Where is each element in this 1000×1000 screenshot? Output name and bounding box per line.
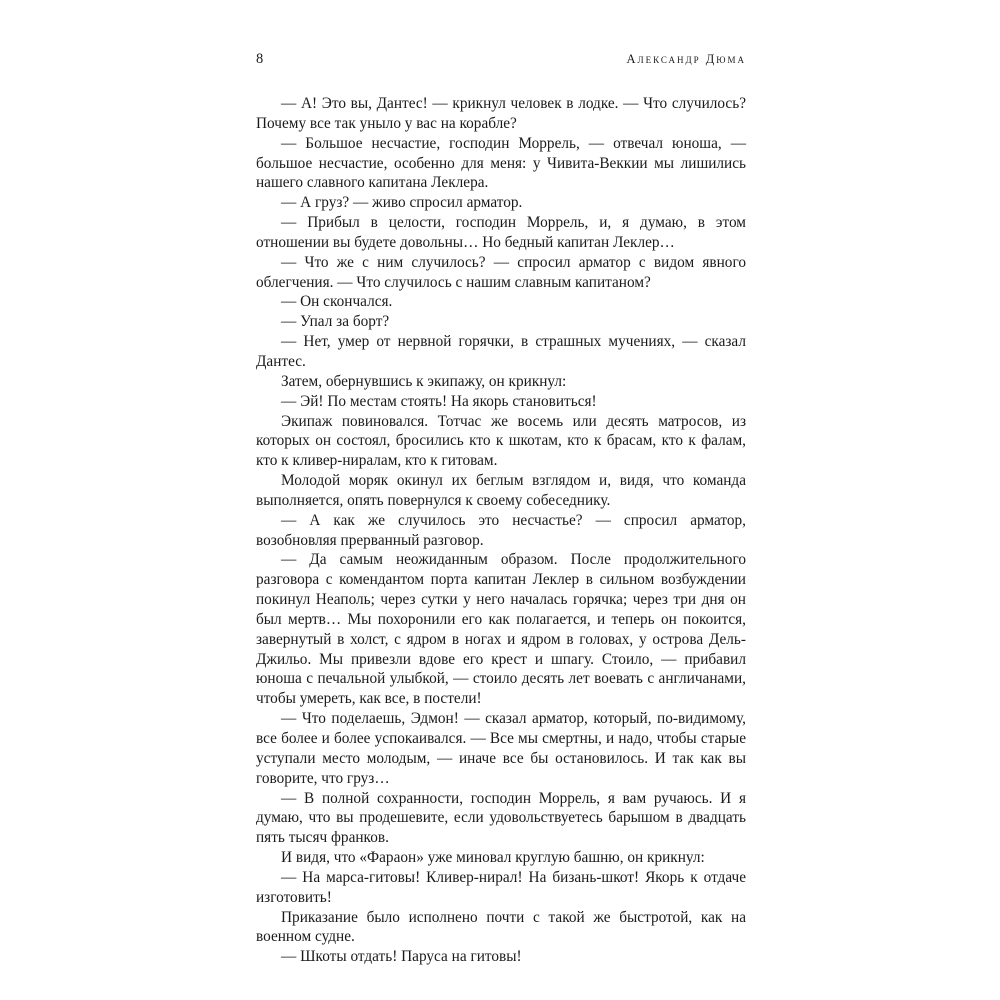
- body-paragraph: — А груз? — живо спросил арматор.: [281, 194, 523, 212]
- body-paragraph: — Эй! По местам стоять! На якорь становиться!: [281, 392, 597, 410]
- body-paragraph: Затем, обернувшись к экипажу, он крикнул:: [281, 372, 567, 390]
- body-paragraph: — В полной сохранности, господин Моррель, я вам ручаюсь. И я думаю, что вы продешевите, если удовольствуетесь барышом в двадцать пять тысяч франков.: [256, 789, 746, 847]
- page-number: 8: [256, 51, 264, 67]
- running-head: [256, 52, 746, 74]
- body-paragraph: — Да самым неожиданным образом. После продолжительного разговора с комендантом порта капитан Леклер в сильном возбуждении покинул Неаполь; через сутки у него началась горячка; через три дня он был мертв… Мы похоронили его как полагается, и теперь он покоится, завернутый в холст, с ядром в ногах и ядром в головах, у острова Дель-Джильо. Мы привезли вдове его крест и шпагу. Стоило, — прибавил юноша с печальной улыбкой, — стоило десять лет воевать с англичанами, чтобы умереть, как все, в постели!: [256, 551, 746, 708]
- body-paragraph: — Что поделаешь, Эдмон! — сказал арматор, который, по-видимому, все более и более успокаивался. — Все мы смертны, и надо, чтобы старые уступали место молодым, — иначе все бы остановилось. И так как вы говорите, что груз…: [256, 710, 746, 787]
- body-paragraph: — Большое несчастие, господин Моррель, — отвечал юноша, — большое несчастие, особенно для меня: у Чивита-Веккии мы лишились нашего славного капитана Леклера.: [256, 134, 746, 192]
- body-paragraph: — Он скончался.: [281, 293, 393, 311]
- body-paragraph: И видя, что «Фараон» уже миновал круглую башню, он крикнул:: [281, 849, 705, 867]
- body-paragraph: — Шкоты отдать! Паруса на гитовы!: [281, 948, 522, 966]
- body-paragraph: Молодой моряк окинул их беглым взглядом и, видя, что команда выполняется, опять повернулся к своему собеседнику.: [256, 472, 746, 509]
- body-paragraph: — А! Это вы, Дантес! — крикнул человек в лодке. — Что случилось? Почему все так уныло у вас на корабле?: [256, 95, 746, 132]
- body-paragraph: Экипаж повиновался. Тотчас же восемь или десять матросов, из которых он состоял, бросились кто к шкотам, кто к брасам, кто к фалам, кто к кливер-ниралам, кто к гитовам.: [256, 412, 746, 470]
- body-paragraph: — Упал за борт?: [281, 313, 390, 331]
- body-text: [256, 94, 746, 967]
- body-paragraph: — На марса-гитовы! Кливер-нирал! На бизань-шкот! Якорь к отдаче изготовить!: [256, 868, 746, 906]
- body-paragraph: — Что же с ним случилось? — спросил арматор с видом явного облегчения. — Что случилось с нашим славным капитаном?: [256, 253, 746, 291]
- body-paragraph: — А как же случилось это несчастье? — спросил арматор, возобновляя прерванный разговор.: [256, 511, 746, 549]
- running-title-author: Александр Дюма: [626, 52, 746, 66]
- body-paragraph: — Прибыл в целости, господин Моррель, и, я думаю, в этом отношении вы будете довольны… Но бедный капитан Леклер…: [256, 214, 746, 251]
- body-paragraph: Приказание было исполнено почти с такой же быстротой, как на военном судне.: [256, 908, 746, 946]
- body-paragraph: — Нет, умер от нервной горячки, в страшных мучениях, — сказал Дантес.: [256, 333, 746, 370]
- page-text-block: [256, 52, 746, 967]
